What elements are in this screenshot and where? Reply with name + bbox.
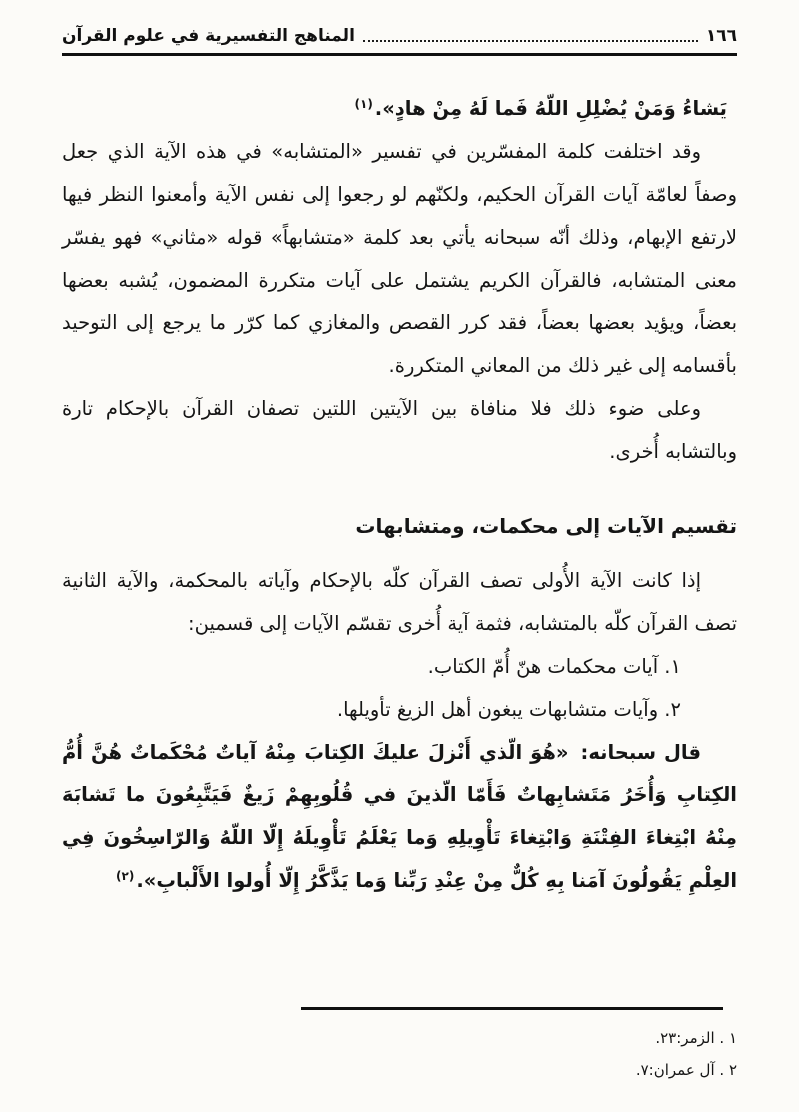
- footnote-1: ١ . الزمر:٢٣.: [655, 1028, 737, 1047]
- footnote-ref-1: (١): [354, 96, 373, 111]
- paragraph-division-intro: إذا كانت الآية الأُولى تصف القرآن كلّه بالإحكام وآياته بالمحكمة، والآية الثانية تصف القرآن كلّه بالمتشابه، فثمة آية أُخرى تقسّم الآيات إلى قسمين:: [62, 569, 737, 635]
- list-item-muhkamat: ١. آيات محكمات هنّ أُمّ الكتاب.: [427, 654, 681, 678]
- footnote-2: ٢ . آل عمران:٧.: [635, 1060, 737, 1079]
- list-item-mutashabihat: ٢. وآيات متشابهات يبغون أهل الزيغ تأويلها.: [336, 697, 681, 721]
- dotted-leader: [363, 30, 698, 42]
- verse-continuation-text: يَشاءُ وَمَنْ يُضْلِلِ اللّهُ فَما لَهُ مِنْ هادٍ».: [374, 97, 727, 120]
- verse-continuation: [62, 88, 737, 131]
- quote-intro: قال سبحانه:: [580, 740, 702, 764]
- header-rule: [62, 53, 737, 56]
- section-heading: تقسيم الآيات إلى محكمات، ومتشابهات: [355, 514, 737, 539]
- quran-quote-text: «هُوَ الّذي أَنْزلَ عليكَ الكِتابَ مِنْهُ آياتٌ مُحْكَماتٌ هُنَّ أُمُّ الكِتابِ وَأُخَرُ مَتَشابِهاتٌ فَأَمّا الّذينَ في قُلُوبِهِمْ زَيغٌ فَيَتَّبِعُونَ ما تَشابَهَ مِنْهُ ابْتِغاءَ الفِتْنَةِ وَابْتِغاءَ تَأْوِيلِهِ وَما يَعْلَمُ تَأْوِيلَهُ إِلّا اللّهُ وَالرّاسِخُونَ فِي العِلْمِ يَقُولُونَ آمَنا بِهِ كُلٌّ مِنْ عِنْدِ رَبِّنا وَما يَذَّكَّرُ إِلّا أُولوا الأَلْبابِ».: [62, 740, 737, 893]
- page-header: [62, 26, 737, 46]
- quran-quote-paragraph: [62, 732, 737, 904]
- page-number: ١٦٦: [705, 26, 737, 46]
- book-title: المناهج التفسيرية في علوم القرآن: [62, 26, 355, 46]
- paragraph-no-contradiction: وعلى ضوء ذلك فلا منافاة بين الآيتين اللتين تصفان القرآن بالإحكام تارة وبالتشابه أُخرى.: [62, 397, 737, 464]
- paragraph-tafsir-dispute: وقد اختلفت كلمة المفسّرين في تفسير «المتشابه» في هذه الآية الذي جعل وصفاً لعامّة آيات القرآن الحكيم، ولكنّهم لو رجعوا إلى نفس الآية وأمعنوا النظر فيها لارتفع الإبهام، وذلك أنّه سبحانه يأتي بعد كلمة «متشابهاً» قوله «مثاني» فهو يفسّر معنى المتشابه، فالقرآن الكريم يشتمل على آيات متكررة المضمون، يُشبه بعضها بعضاً، ويؤيد بعضها بعضاً، فقد كرر القصص والمغازي كما كرّر ما يرجع إلى التوحيد بأقسامه إلى غير ذلك من المعاني المتكررة.: [62, 139, 737, 378]
- page-body: [62, 88, 737, 903]
- footnote-ref-2: (٢): [116, 868, 135, 883]
- footnote-divider: [301, 1007, 723, 1010]
- footnotes-section: [62, 1007, 737, 1086]
